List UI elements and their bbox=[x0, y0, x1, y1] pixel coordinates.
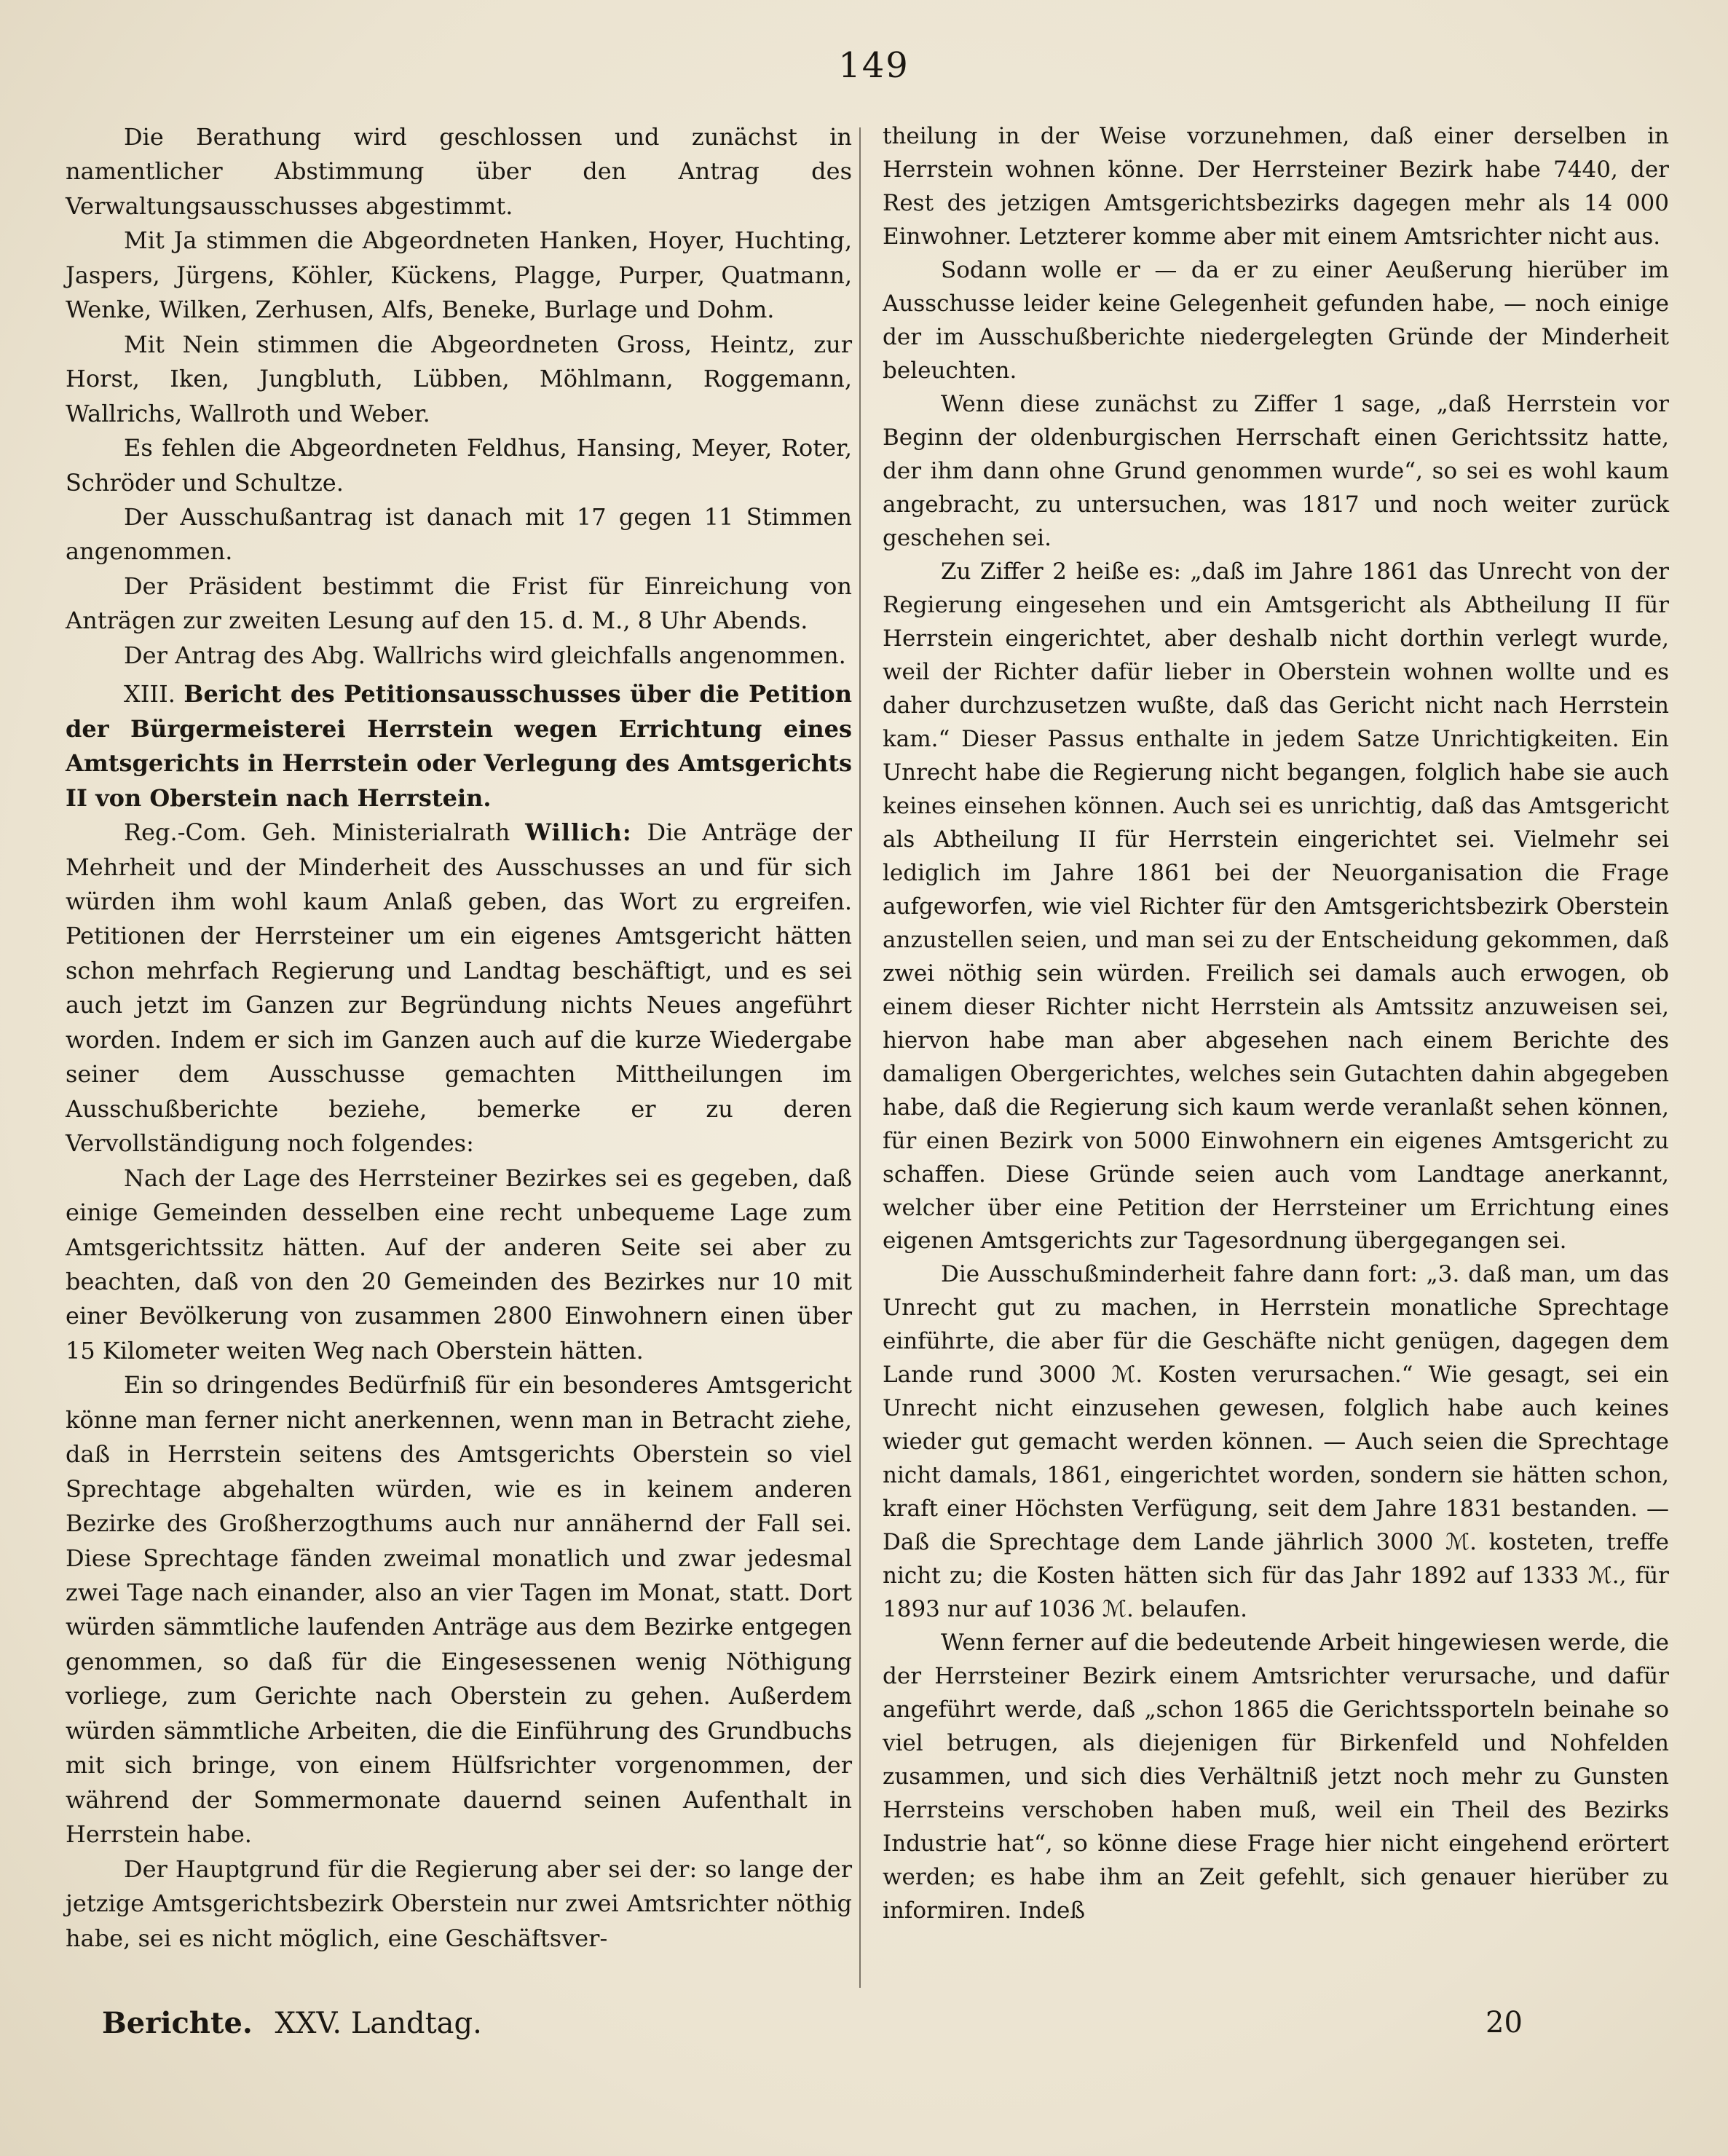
speech-text: Die Anträge der Mehrheit und der Minderheit des Ausschusses an und für sich würden ihm wohl kaum Anlaß geben, das Wort zu ergreifen. Petitionen der Herrsteiner um ein eigenes Amtsgericht hätten schon mehrfach Regierung und Landtag beschäftigt, und es sei auch jetzt im Ganzen zur Begründung nichts Neues angeführt worden. Indem er sich im Ganzen auch auf die kurze Wiedergabe seiner dem Ausschusse gemachten Mittheilungen im Ausschußberichte beziehe, bemerke er zu deren Vervollständigung noch folgendes: bbox=[66, 818, 853, 1158]
paragraph: Der Präsident bestimmt die Frist für Einreichung von Anträgen zur zweiten Lesung auf den 15. d. M., 8 Uhr Abends. bbox=[66, 572, 852, 635]
paragraph bbox=[66, 816, 852, 1161]
paragraph: Zu Ziffer 2 heiße es: „daß im Jahre 1861 das Unrecht von der Regierung eingesehen und ein Amtsgericht als Abtheilung II für Herrstein eingerichtet, aber deshalb nicht dorthin verlegt wurde, weil der Richter dafür lieber in Oberstein wohnen wollte und es daher durchzusetzen wußte, daß das Gericht nicht nach Herrstein kam.“ Dieser Passus enthalte in jedem Satze Unrichtigkeiten. Ein Unrecht habe die Regierung nicht begangen, folglich habe sie auch keines einsehen können. Auch sei es unrichtig, daß das Amtsgericht als Abtheilung II für Herrstein eingerichtet sei. Vielmehr sei lediglich im Jahre 1861 bei der Neuorganisation die Frage aufgeworfen, wie viel Richter für den Amtsgerichtsbezirk Oberstein anzustellen seien, und man sei zu der Entscheidung gekommen, daß zwei nöthig sein würden. Freilich sei damals auch erwogen, ob einem dieser Richter nicht Herrstein als Amtssitz anzuweisen sei, hiervon habe man aber abgesehen nach einem Berichte des damaligen Obergerichtes, welches sein Gutachten dahin abgegeben habe, daß die Regierung sich kaum werde veranlaßt sehen können, für einen Bezirk von 5000 Einwohnern ein eigenes Amtsgericht zu schaffen. Diese Gründe seien auch vom Landtage anerkannt, welcher über eine Petition der Herrsteiner um Errichtung eines eigenen Amtsgerichts zur Tagesordnung übergegangen sei. bbox=[883, 558, 1669, 1255]
section-heading bbox=[66, 677, 852, 816]
footer-label: Berichte. bbox=[102, 2006, 253, 2040]
column-divider bbox=[859, 127, 861, 1988]
paragraph: Die Ausschußminderheit fahre dann fort: „3. daß man, um das Unrecht gut zu machen, in Herrstein monatliche Sprechtage einführte, die aber für die Geschäfte nicht genügen, dagegen dem Lande rund 3000 ℳ. Kosten verursachen.“ Wie gesagt, sei ein Unrecht nicht einzusehen gewesen, folglich habe auch keines wieder gut gemacht werden können. — Auch seien die Sprechtage nicht damals, 1861, eingerichtet worden, sondern sie hätten schon, kraft einer Höchsten Verfügung, seit dem Jahre 1831 bestanden. — Daß die Sprechtage dem Lande jährlich 3000 ℳ. kosteten, treffe nicht zu; die Kosten hätten sich für das Jahr 1892 auf 1333 ℳ., für 1893 nur auf 1036 ℳ. belaufen. bbox=[883, 1261, 1669, 1623]
paragraph: Nach der Lage des Herrsteiner Bezirkes sei es gegeben, daß einige Gemeinden desselben eine recht unbequeme Lage zum Amtsgerichtssitz hätten. Auf der anderen Seite sei aber zu beachten, daß von den 20 Gemeinden des Bezirkes nur 10 mit einer Bevölkerung von zusammen 2800 Einwohnern einen über 15 Kilometer weiten Weg nach Oberstein hätten. bbox=[66, 1164, 852, 1365]
page-number: 149 bbox=[838, 45, 910, 86]
page-footer bbox=[102, 2006, 482, 2040]
speaker-title: Reg.-Com. Geh. Ministerialrath bbox=[124, 818, 510, 847]
right-column bbox=[883, 120, 1669, 1928]
section-number: XIII. bbox=[124, 680, 175, 708]
paragraph: Mit Ja stimmen die Abgeordneten Hanken, Hoyer, Huchting, Jaspers, Jürgens, Köhler, Kückens, Plagge, Purper, Quatmann, Wenke, Wilken, Zerhusen, Alfs, Beneke, Burlage und Dohm. bbox=[66, 226, 852, 324]
left-column bbox=[66, 120, 852, 1956]
paragraph: Sodann wolle er — da er zu einer Aeußerung hierüber im Ausschusse leider keine Gelegenheit gefunden habe, — noch einige der im Ausschußberichte niedergelegten Gründe der Minderheit beleuchten. bbox=[883, 256, 1669, 384]
paragraph: Wenn ferner auf die bedeutende Arbeit hingewiesen werde, die der Herrsteiner Bezirk einem Amtsrichter verursache, und dafür angeführt werde, daß „schon 1865 die Gerichtssporteln beinahe so viel betrugen, als diejenigen für Birkenfeld und Nohfelden zusammen, und sich dies Verhältniß jetzt noch mehr zu Gunsten Herrsteins verschoben haben muß, weil ein Theil des Bezirks Industrie hat“, so könne diese Frage hier nicht eingehend erörtert werden; es habe ihm an Zeit gefehlt, sich genauer hierüber zu informiren. Indeß bbox=[883, 1630, 1669, 1924]
paragraph: Ein so dringendes Bedürfniß für ein besonderes Amtsgericht könne man ferner nicht anerkennen, wenn man in Betracht ziehe, daß in Herrstein seitens des Amtsgerichts Oberstein so viel Sprechtage abgehalten würden, wie es in keinem anderen Bezirke des Großherzogthums auch nur annähernd der Fall sei. Diese Sprechtage fänden zweimal monatlich und zwar jedesmal zwei Tage nach einander, also an vier Tagen im Monat, statt. Dort würden sämmtliche laufenden Anträge aus dem Bezirke entgegen genommen, so daß für die Eingesessenen wenig Nöthigung vorliege, zum Gerichte nach Oberstein zu gehen. Außerdem würden sämmtliche Arbeiten, die die Einführung des Grundbuchs mit sich bringe, von einem Hülfsrichter vorgenommen, der während der Sommermonate dauernd seinen Aufenthalt in Herrstein habe. bbox=[66, 1371, 852, 1849]
sheet-signature: 20 bbox=[1486, 2006, 1523, 2039]
section-title: Bericht des Petitionsausschusses über die Petition der Bürgermeisterei Herrstein wegen Errichtung eines Amtsgerichts in Herrstein oder Verlegung des Amtsgerichts II von Oberstein nach Herrstein. bbox=[66, 680, 853, 812]
paragraph: Der Antrag des Abg. Wallrichs wird gleichfalls angenommen. bbox=[124, 641, 846, 669]
paragraph: Wenn diese zunächst zu Ziffer 1 sage, „daß Herrstein vor Beginn der oldenburgischen Herrschaft einen Gerichtssitz hatte, der ihm dann ohne Grund genommen wurde“, so sei es wohl kaum angebracht, zu untersuchen, was 1817 und noch weiter zurück geschehen sei. bbox=[883, 390, 1669, 551]
paragraph: theilung in der Weise vorzunehmen, daß einer derselben in Herrstein wohnen könne. Der Herrsteiner Bezirk habe 7440, der Rest des jetzigen Amtsgerichtsbezirks dagegen mehr als 14 000 Einwohner. Letzterer komme aber mit einem Amtsrichter nicht aus. bbox=[883, 123, 1669, 250]
paragraph: Die Berathung wird geschlossen und zunächst in namentlicher Abstimmung über den Antrag des Verwaltungsausschusses abgestimmt. bbox=[66, 123, 852, 220]
paragraph: Mit Nein stimmen die Abgeordneten Gross, Heintz, zur Horst, Iken, Jungbluth, Lübben, Möhlmann, Roggemann, Wallrichs, Wallroth und Weber. bbox=[66, 330, 852, 427]
paragraph: Der Ausschußantrag ist danach mit 17 gegen 11 Stimmen angenommen. bbox=[66, 502, 852, 566]
speaker-name: Willich: bbox=[525, 818, 632, 847]
paragraph: Der Hauptgrund für die Regierung aber sei der: so lange der jetzige Amtsgerichtsbezirk Oberstein nur zwei Amtsrichter nöthig habe, sei es nicht möglich, eine Geschäftsver- bbox=[66, 1855, 852, 1952]
footer-session: XXV. Landtag. bbox=[275, 2007, 482, 2040]
paragraph: Es fehlen die Abgeordneten Feldhus, Hansing, Meyer, Roter, Schröder und Schultze. bbox=[66, 434, 852, 497]
